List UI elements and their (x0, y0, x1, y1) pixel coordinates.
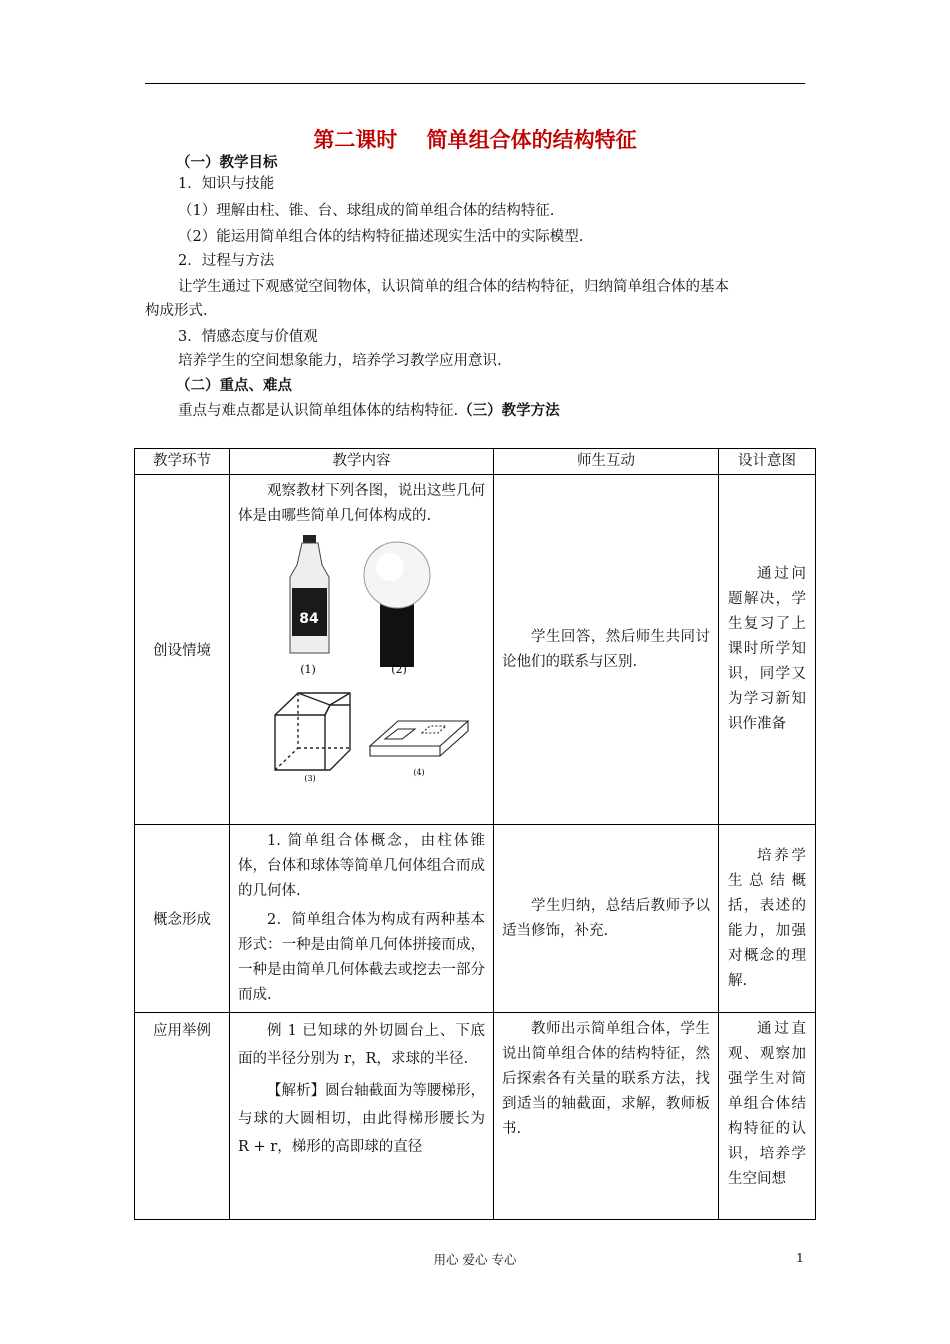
solution-text: 【解析】圆台轴截面为等腰梯形，与球的大圆相切，由此得梯形腰长为 R + r，梯形的高即球的直径 (238, 1083, 485, 1155)
table-row (135, 825, 816, 1013)
page-number: 1 (796, 1250, 804, 1265)
header-interaction: 师生互动 (494, 449, 719, 475)
objective-1: 1．知识与技能 (178, 176, 275, 192)
section-2-heading: （二）重点、难点 (176, 378, 292, 394)
bottle-label: 84 (299, 611, 319, 627)
bottle-figure (290, 535, 329, 653)
header-stage: 教学环节 (135, 449, 230, 475)
row-interaction (494, 825, 719, 1013)
intent-text: 通过直观、观察加强学生对简单组合体结构特征的认识，培养学生空间想 (728, 1021, 806, 1187)
geometry-figures (230, 533, 493, 783)
row-content (230, 475, 494, 825)
page-footer: 用心 爱心 专心 (433, 1252, 517, 1267)
interaction-text: 学生回答，然后师生共同讨论他们的联系与区别. (502, 628, 710, 670)
row-stage: 创设情境 (135, 475, 230, 825)
objective-1b: （2）能运用简单组合体的结构特征描述现实生活中的实际模型. (178, 229, 584, 245)
row-interaction (494, 475, 719, 825)
objective-2-paragraph-2: 构成形式. (145, 303, 208, 319)
page-title: 第二课时 简单组合体的结构特征 (313, 128, 637, 152)
row-intent (719, 1013, 816, 1220)
figure-label-4: (4) (413, 768, 425, 777)
concept-text-2: 2．简单组合体为构成有两种基本形式：一种是由简单几何体拼接而成，一种是由简单几何体截去或挖去一部分而成. (238, 912, 485, 1003)
row-stage: 应用举例 (135, 1013, 230, 1220)
sphere-cylinder-figure (364, 542, 430, 667)
figure-label-2: (2) (391, 663, 407, 676)
concept-text-1: 1. 简单组合体概念，由柱体锥体，台体和球体等简单几何体组合而成的几何体. (238, 833, 485, 899)
table-row (135, 475, 816, 825)
section-1-heading: （一）教学目标 (176, 155, 278, 171)
example-text: 例 1 已知球的外切圆台上、下底面的半径分别为 r，R，求球的半径. (238, 1023, 485, 1067)
figure-label-3: (3) (304, 774, 316, 783)
objective-3: 3．情感态度与价值观 (178, 329, 318, 345)
intent-text: 培养学生总结概括，表述的能力，加强对概念的理解. (728, 847, 806, 989)
header-rule (145, 83, 805, 84)
objective-2-paragraph-1: 让学生通过下观感觉空间物体，认识简单的组合体的结构特征，归纳简单组合体的基本 (178, 279, 729, 295)
section-2-paragraph: 重点与难点都是认识简单组体体的结构特征.（三）教学方法 (178, 403, 560, 419)
section-3-heading: （三）教学方法 (458, 403, 560, 419)
slab-figure (370, 721, 468, 756)
interaction-text: 教师出示简单组合体，学生说出简单组合体的结构特征，然后探索各有关量的联系方法，找到适当的轴截面，求解，教师板书. (502, 1021, 710, 1137)
row-stage: 概念形成 (135, 825, 230, 1013)
objective-1a: （1）理解由柱、锥、台、球组成的简单组合体的结构特征. (178, 203, 555, 219)
row-interaction (494, 1013, 719, 1220)
figure-label-1: (1) (300, 663, 316, 676)
row-intent (719, 825, 816, 1013)
intent-text: 通过问题解决，学生复习了上课时所学知识，同学又为学习新知识作准备 (728, 566, 806, 732)
objective-2: 2．过程与方法 (178, 253, 275, 269)
content-text: 观察教材下列各图，说出这些几何体是由哪些简单几何体构成的. (238, 483, 485, 524)
lesson-table (134, 448, 816, 1220)
row-content (230, 1013, 494, 1220)
header-intent: 设计意图 (719, 449, 816, 475)
figures-illustration (230, 533, 494, 783)
table-header-row (135, 449, 816, 475)
row-intent (719, 475, 816, 825)
interaction-text: 学生归纳，总结后教师予以适当修饰，补充. (502, 897, 710, 939)
truncated-cube-figure (275, 693, 350, 770)
table-row (135, 1013, 816, 1220)
objective-3-paragraph: 培养学生的空间想象能力，培养学习教学应用意识. (178, 353, 502, 369)
header-content: 教学内容 (230, 449, 494, 475)
row-content (230, 825, 494, 1013)
